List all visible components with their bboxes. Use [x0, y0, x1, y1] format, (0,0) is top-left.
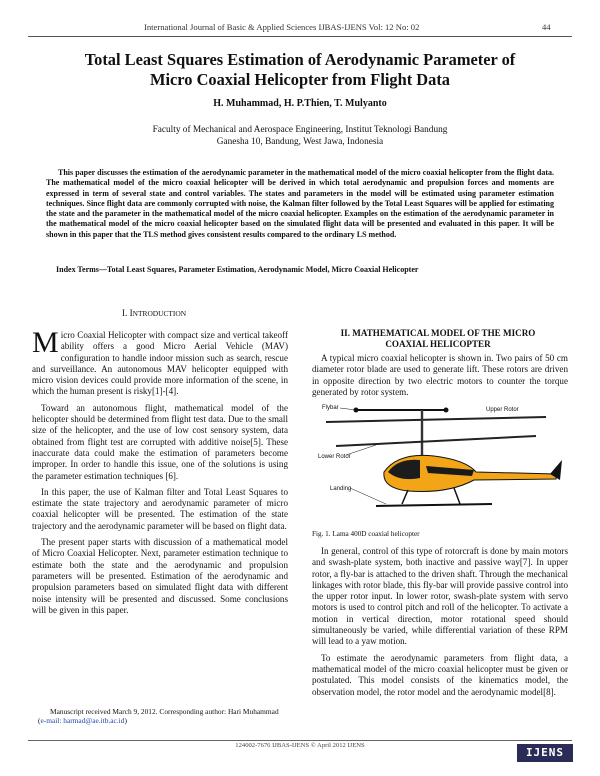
section-2-heading [308, 328, 568, 350]
page-footer: 124002-7676 IJBAS-IJENS © April 2012 IJENS [235, 742, 365, 749]
authors: H. Muhammad, H. P.Thien, T. Mulyanto [213, 98, 387, 109]
title-line-2: Micro Coaxial Helicopter from Flight Data [150, 70, 450, 89]
section-2-heading-line-2: COAXIAL HELICOPTER [385, 339, 491, 349]
intro-paragraph-3: In this paper, the use of Kalman filter and Total Least Squares to estimate the state trajectory and aerodynamic parameter of micro coaxial helicopter will be presented. The estimation of the state trajectory and the aerodynamic parameter will be based on flight data. [32, 486, 288, 531]
label-landing: Landing [330, 486, 352, 492]
section-2-paragraph-1: A typical micro coaxial helicopter is shown in. Two pairs of 50 cm diameter rotor blade are used to generate lift. These rotors are driven in opposite direction by two electric motors to counter the torque generated by rotor system. [312, 353, 568, 397]
journal-name: International Journal of Basic & Applied Sciences IJBAS-IJENS Vol: 12 No: 02 [144, 22, 420, 32]
paper-title [40, 50, 560, 90]
intro-paragraph-1 [32, 326, 288, 398]
ijens-logo: IJENS [517, 744, 573, 762]
affiliation-line-2: Ganesha 10, Bandung, West Jawa, Indonesia [216, 137, 384, 147]
header-rule [28, 36, 572, 37]
skid-strut-front [402, 490, 408, 504]
affiliation-line-1: Faculty of Mechanical and Aerospace Engineering, Institut Teknologi Bandung [152, 125, 448, 135]
title-line-1: Total Least Squares Estimation of Aerodynamic Parameter of [84, 50, 516, 69]
label-lower-rotor-leader [346, 445, 376, 455]
intro-paragraph-1-text: icro Coaxial Helicopter with compact size and vertical takeoff ability offers a good Micro Aerial Vehicle (MAV) configuration to handle indoor mission such as search, rescue and surveillance. An autonomous MAV helicopter equipped with micro vision devices could provide more information of the scene, in which the human present is risky[1]-[4]. [32, 330, 288, 397]
affiliation [40, 124, 560, 148]
section-2-body-top [312, 353, 568, 403]
footnote [38, 707, 288, 725]
upper-rotor-blade [326, 417, 546, 422]
page-number: 44 [542, 22, 551, 32]
label-flybar: Flybar [322, 405, 339, 411]
section-1-heading [26, 308, 282, 318]
abstract: This paper discusses the estimation of the aerodynamic parameter in the mathematical model of the micro coaxial helicopter from the flight data. The mathematical model of the micro coaxial helicopter will be derived in which total aerodynamic and propulsion forces and moments are expressed in term of several state and control variables. The states and parameters in the model will be estimated using parameter estimation techniques. Since flight data are commonly corrupted with noise, the Kalman filter followed by the Total Least Squares will be applied for estimating the state and the parameter in the mathematical model of the micro coaxial helicopter. Examples on the estimation of the aerodynamic parameter in the mathematical model of the micro coaxial helicopter based on the simulated flight data will be presented and evaluated in this paper. It will be shown in this paper that the TLS method gives consistent results compared to the ordinary LS method. [46, 168, 554, 239]
index-terms: Index Terms—Total Least Squares, Parameter Estimation, Aerodynamic Model, Micro Coaxial Helicopter [56, 265, 419, 274]
section-1-initial: I [129, 308, 133, 318]
label-landing-leader [350, 488, 386, 504]
section-2-body-bottom [312, 546, 568, 703]
label-lower-rotor: Lower Rotor [318, 454, 351, 460]
skid-strut-rear [454, 488, 460, 504]
intro-paragraph-4: The present paper starts with discussion of a mathematical model of Micro Coaxial Helicopter. Next, parameter estimation technique to estimate both the state and the aerodynamic and propulsion parameters will be presented. Estimation of the aerodynamic and propulsion parameters based on simulated flight data with different noise intensity will be presented and discussed. Some conclusions will be given in this paper. [32, 537, 288, 615]
figure-caption: Fig. 1. Lama 400D coaxial helicopter [312, 530, 420, 538]
footnote-close: ) [124, 716, 127, 725]
introduction-body [32, 326, 288, 621]
footnote-text: Manuscript received March 9, 2012. Corresponding author: Hari Muhammad ( [38, 707, 279, 725]
section-1-rest: NTRODUCTION [132, 309, 187, 318]
label-upper-rotor: Upper Rotor [486, 407, 519, 413]
section-2-paragraph-3: To estimate the aerodynamic parameters from flight data, a mathematical model of the micro coaxial helicopter must be given or postulated. This model consists of the kinematics model, the observation model, the rotor model and the aerodynamic model[8]. [312, 652, 568, 697]
flybar-weight-right [444, 408, 449, 413]
section-2-heading-line-1: II. MATHEMATICAL MODEL OF THE MICRO [340, 328, 536, 338]
author-email-link[interactable]: e-mail: harmad@ae.itb.ac.id [40, 716, 125, 725]
intro-paragraph-2: Toward an autonomous flight, mathematical model of the helicopter should be determined from flight test data. Due to the small size of the helicopter, and the use of low cost sensory system, data obtained from flight test are corrupted with additive noise[5]. These inaccurate data could make the estimation of parameters become improper. In order to handle this issue, one of the solutions is using the parameter estimation techniques [6]. [32, 402, 288, 481]
helicopter-figure [316, 400, 564, 520]
lower-rotor-blade [336, 436, 536, 446]
label-flybar-leader [340, 408, 356, 410]
drop-cap: M [32, 326, 59, 359]
section-1-number: I. [121, 308, 128, 318]
footer-rule [28, 740, 572, 741]
section-2-paragraph-2: In general, control of this type of rotorcraft is done by main motors and swash-plate system, both inactive and passive way[7]. In upper rotor, a fly-bar is attached to the driven shaft. Through the mechanical linkages with rotor blade, this fly-bar will provide passive control into the upper rotor input. In lower rotor, swash-plate system with servo motors is used to control pitch and roll of the helicopter. To activate a motion in vertical direction, motor rotational speed should simultaneously be varied, while differential variation of these RPM will lead to a yaw motion. [312, 546, 568, 647]
landing-skid [376, 504, 492, 506]
